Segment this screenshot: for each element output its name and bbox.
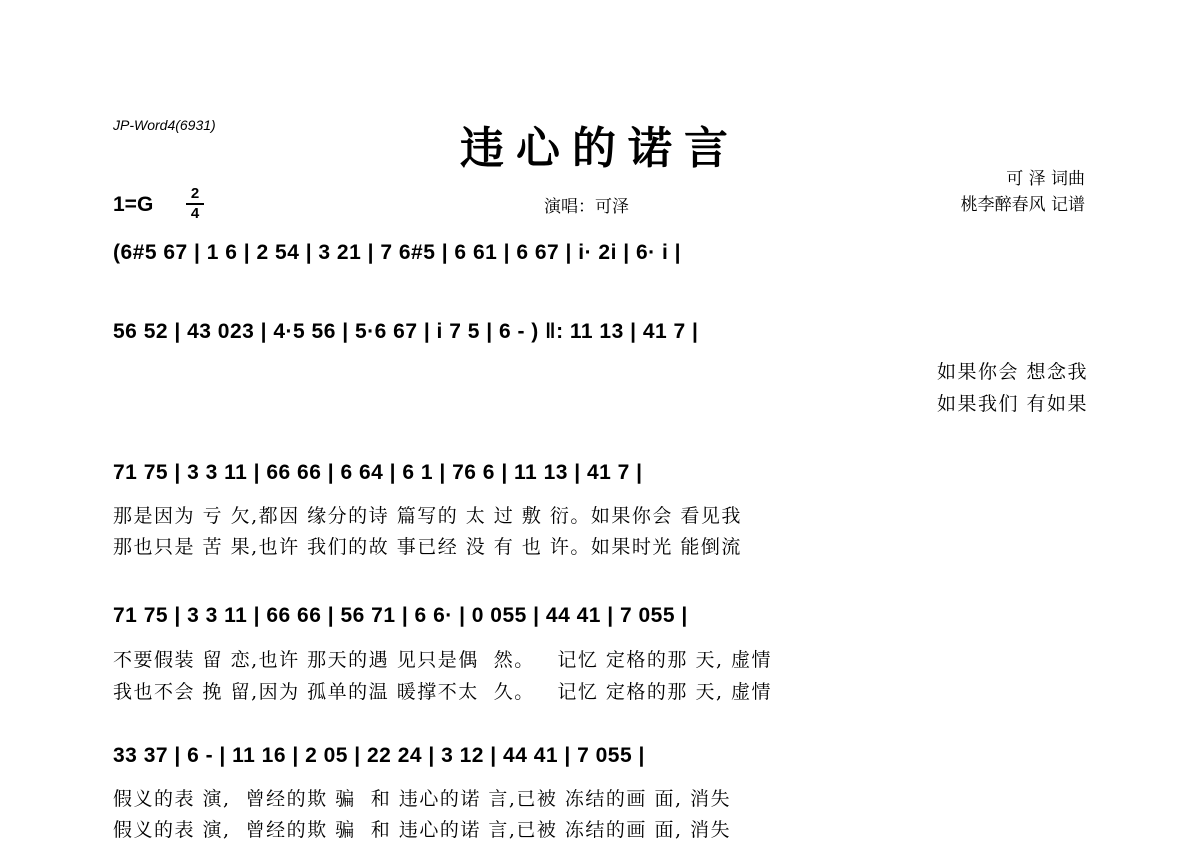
time-signature-denominator: 4 [190, 205, 200, 222]
transcriber-credit: 桃李醉春风 记谱 [960, 195, 1085, 215]
key-signature: 1=G [113, 193, 154, 216]
system-5-lyric-verse-1: 假义的表 演, 曾经的欺 骗 和 违心的诺 言,已被 冻结的画 面, 消失 [113, 788, 732, 810]
system-4-lyric-verse-1: 不要假装 留 恋,也许 那天的遇 见只是偶 然。 记忆 定格的那 天, 虚情 [113, 649, 773, 671]
system-4-lyric-verse-2: 我也不会 挽 留,因为 孤单的温 暖撑不太 久。 记忆 定格的那 天, 虚情 [113, 681, 773, 703]
score-system-2-notation: 56 52 | 43 023 | 4·5 56 | 5·6 67 | i 7 5 | 6 - ) ‖: 11 13 | 41 7 | [113, 320, 699, 343]
time-signature-numerator: 2 [190, 185, 200, 202]
system-3-lyric-verse-2: 那也只是 苦 果,也许 我们的故 事已经 没 有 也 许。如果时光 能倒流 [113, 536, 742, 558]
song-title: 违心的诺言 [460, 123, 740, 174]
system-5-lyric-verse-2: 假义的表 演, 曾经的欺 骗 和 违心的诺 言,已被 冻结的画 面, 消失 [113, 819, 732, 841]
score-system-4-notation: 71 75 | 3 3 11 | 66 66 | 56 71 | 6 6· | 0 055 | 44 41 | 7 055 | [113, 604, 688, 627]
lyricist-composer-credit: 可 泽 词曲 [1006, 169, 1085, 189]
software-source-label: JP-Word4(6931) [113, 117, 216, 133]
singer-credit: 演唱：可泽 [544, 197, 629, 217]
system-2-lyric-verse-1: 如果你会 想念我 [936, 361, 1088, 383]
score-system-1-notation: (6#5 67 | 1 6 | 2 54 | 3 21 | 7 6#5 | 6 61 | 6 67 | i· 2i | 6· i | [113, 241, 682, 264]
score-system-5-notation: 33 37 | 6 - | 11 16 | 2 05 | 22 24 | 3 12 | 44 41 | 7 055 | [113, 744, 645, 767]
system-3-lyric-verse-1: 那是因为 亏 欠,都因 缘分的诗 篇写的 太 过 敷 衍。如果你会 看见我 [113, 505, 742, 527]
score-system-3-notation: 71 75 | 3 3 11 | 66 66 | 6 64 | 6 1 | 76 6 | 11 13 | 41 7 | [113, 461, 643, 484]
system-2-lyric-verse-2: 如果我们 有如果 [936, 393, 1088, 415]
